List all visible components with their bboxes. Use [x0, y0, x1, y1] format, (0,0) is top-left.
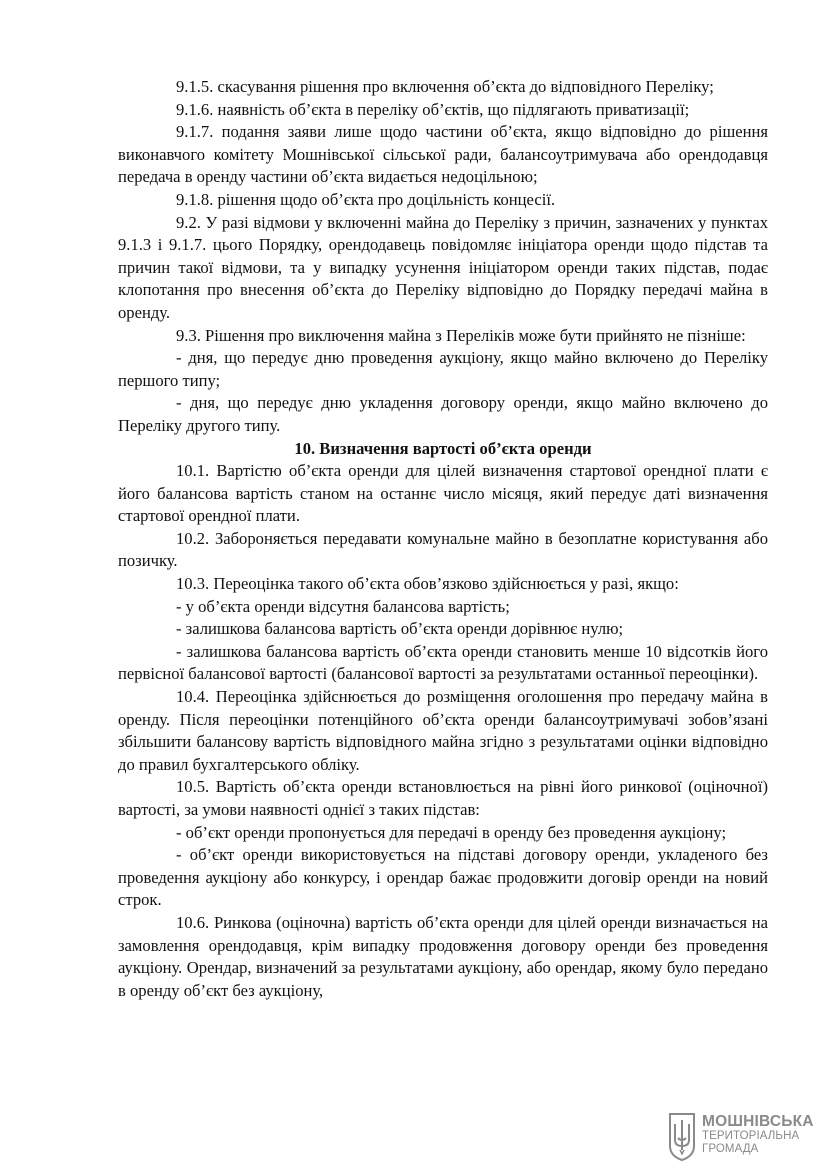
paragraph-9-1-6: 9.1.6. наявність об’єкта в переліку об’єктів, що підлягають приватизації; — [176, 99, 690, 119]
paragraph-10-3-item-1: - у об’єкта оренди відсутня балансова вартість; — [176, 596, 510, 616]
paragraph-10-2: 10.2. Забороняється передавати комунальне майно в безоплатне користування або позичку. — [118, 528, 768, 571]
document-body — [118, 76, 768, 1002]
trident-shield-icon — [668, 1112, 696, 1162]
paragraph-9-3-item-1: - дня, що передує дню проведення аукціону, якщо майно включено до Переліку першого типу; — [118, 348, 768, 390]
paragraph-9-1-8: 9.1.8. рішення щодо об’єкта про доцільність концесії. — [176, 189, 556, 209]
paragraph-10-5-item-1: - об’єкт оренди пропонується для передачі в оренду без проведення аукціону; — [176, 822, 727, 842]
paragraph-10-3-item-3: - залишкова балансова вартість об’єкта оренди становить менше 10 відсотків його первісної балансової вартості (балансової вартості за результатами останньої переоцінки). — [118, 641, 768, 684]
section-10-heading: 10. Визначення вартості об’єкта оренди — [294, 438, 592, 458]
paragraph-10-5: 10.5. Вартість об’єкта оренди встановлюється на рівні його ринкової (оціночної) вартості, за умови наявності однієї з таких підстав: — [118, 777, 768, 819]
paragraph-10-3-item-2: - залишкова балансова вартість об’єкта оренди дорівнює нулю; — [176, 619, 624, 639]
paragraph-10-4: 10.4. Переоцінка здійснюється до розміщення оголошення про передачу майна в оренду. Після переоцінки потенційного об’єкта оренди балансоутримувачі зобов’язані збільшити балансову вартість відповідного майна згідно з результатами оцінки відповідно до правил бухгалтерського обліку. — [118, 687, 768, 774]
paragraph-10-5-item-2: - об’єкт оренди використовується на підставі договору оренди, укладеного без проведення аукціону або конкурсу, і орендар бажає продовжити договір оренди на новий строк. — [118, 845, 768, 910]
paragraph-9-3-item-2: - дня, що передує дню укладення договору оренди, якщо майно включено до Переліку другого типу. — [118, 393, 768, 435]
paragraph-9-3: 9.3. Рішення про виключення майна з Переліків може бути прийнято не пізніше: — [176, 325, 746, 345]
paragraph-10-1: 10.1. Вартістю об’єкта оренди для цілей визначення стартової орендної плати є його балансова вартість станом на останнє число місяця, який передує даті визначення стартової орендної плати. — [118, 461, 768, 526]
paragraph-9-1-7: 9.1.7. подання заяви лише щодо частини об’єкта, якщо відповідно до рішення виконавчого комітету Мошнівської сільської ради, балансоутримувача або орендодавця передача в оренду частини об’єкта видається недоцільною; — [118, 122, 768, 187]
community-logo — [668, 1112, 818, 1164]
paragraph-10-3: 10.3. Переоцінка такого об’єкта обов’язково здійснюється у разі, якщо: — [176, 574, 679, 594]
logo-title: МОШНІВСЬКА — [702, 1113, 814, 1130]
paragraph-9-1-5: 9.1.5. скасування рішення про включення об’єкта до відповідного Переліку; — [176, 77, 714, 96]
paragraph-10-6: 10.6. Ринкова (оціночна) вартість об’єкта оренди для цілей оренди визначається на замовлення орендодавця, крім випадку продовження договору оренди без проведення аукціону. Орендар, визначений за результатами аукціону, або орендар, якому було передано в оренду об’єкт без аукціону, — [118, 912, 768, 1000]
logo-subtitle-line-2: ГРОМАДА — [702, 1143, 759, 1155]
paragraph-9-2: 9.2. У разі відмови у включенні майна до Переліку з причин, зазначених у пунктах 9.1.3 і 9.1.7. цього Порядку, орендодавець повідомляє ініціатора оренди щодо підстав та причин такої відмови, та у випадку усунення ініціатором оренди таких підстав, подає клопотання про внесення об’єкта до Переліку відповідно до Порядку передачі майна в оренду. — [118, 212, 768, 322]
logo-subtitle-line-1: ТЕРИТОРІАЛЬНА — [702, 1130, 800, 1142]
